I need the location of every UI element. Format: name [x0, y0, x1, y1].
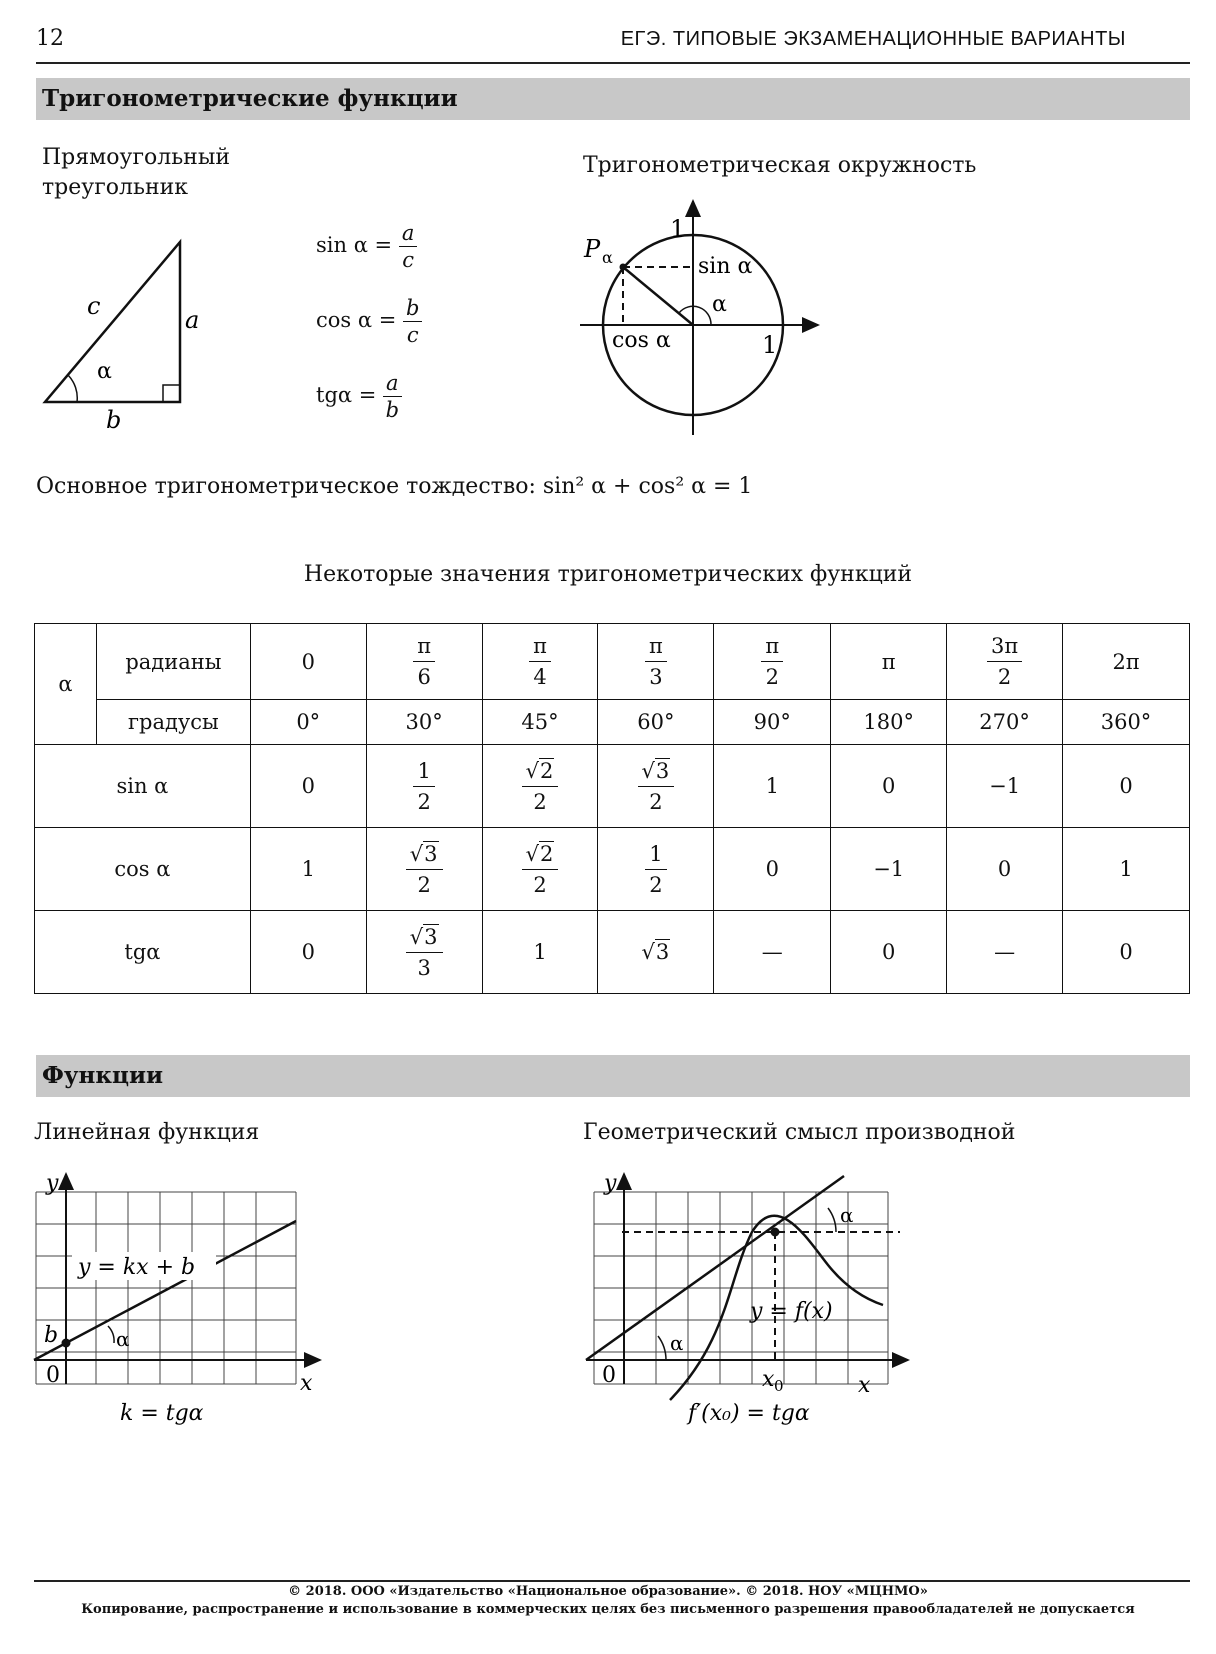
table-degree-cell: 180°: [831, 700, 947, 745]
formula-cos: [316, 295, 422, 348]
sqrt-expression: √2: [525, 758, 554, 783]
linear-angle-alpha: α: [116, 1327, 130, 1351]
table-degree-cell: 60°: [598, 700, 714, 745]
triangle-side-c: c: [87, 292, 101, 320]
table-value-cell: [482, 828, 598, 911]
trig-identity: [36, 474, 752, 499]
book-title: ЕГЭ. ТИПОВЫЕ ЭКЗАМЕНАЦИОННЫЕ ВАРИАНТЫ: [620, 28, 1126, 50]
circle-label-one-right: 1: [762, 331, 778, 359]
triangle-label-1: Прямоугольный: [42, 145, 231, 170]
trig-values-table: [34, 623, 1190, 994]
table-value-cell: —: [714, 911, 831, 994]
table-radian-cell: [947, 624, 1063, 700]
circle-label-sin: sin α: [698, 254, 753, 279]
section-band-trig: Тригонометрические функции: [36, 78, 1190, 120]
table-degree-cell: 270°: [947, 700, 1063, 745]
fraction: $\frac{√3}{2}$: [406, 839, 443, 900]
table-value-cell: 0: [250, 745, 366, 828]
sqrt-expression: √3: [641, 940, 670, 964]
sqrt-expression: √3: [409, 841, 438, 866]
linear-origin: 0: [46, 1363, 60, 1388]
fraction: $\frac{\pi}{6}$: [413, 631, 435, 692]
table-value-cell: [598, 828, 714, 911]
table-row-label-tg: tgα: [35, 911, 251, 994]
circle-point-p: P: [584, 235, 601, 263]
fraction: $\frac{1}{2}$: [413, 756, 434, 817]
linear-intercept-b: b: [44, 1323, 59, 1348]
footer-divider: [34, 1580, 1190, 1582]
table-degree-cell: 90°: [714, 700, 831, 745]
formula-sin-lhs: sin α =: [316, 233, 393, 257]
table-row-radians: [35, 624, 1190, 700]
trig-identity-formula: sin² α + cos² α = 1: [542, 474, 753, 499]
table-value-cell: [598, 911, 714, 994]
trig-identity-prefix: Основное тригонометрическое тождество:: [36, 474, 536, 499]
fraction: $\frac{3\pi}{2}$: [987, 631, 1022, 692]
table-row-sin: [35, 745, 1190, 828]
table-value-cell: 1: [714, 745, 831, 828]
table-degree-cell: 0°: [250, 700, 366, 745]
sqrt-expression: √3: [641, 758, 670, 783]
section-band-functions: Функции: [36, 1055, 1190, 1097]
table-value-cell: [482, 745, 598, 828]
table-value-cell: [366, 745, 482, 828]
table-value-cell: −1: [831, 828, 947, 911]
linear-axis-x: x: [300, 1371, 313, 1396]
table-value-cell: 0: [714, 828, 831, 911]
derivative-angle-alpha-high: α: [840, 1203, 854, 1227]
circle-label-alpha: α: [712, 292, 727, 317]
table-value-cell: 1: [1063, 828, 1190, 911]
formula-tg-lhs: tgα =: [316, 383, 377, 407]
page-number: 12: [36, 26, 64, 51]
table-radian-cell: [482, 624, 598, 700]
formula-sin-den: c: [402, 248, 414, 272]
table-radian-cell: [366, 624, 482, 700]
formula-cos-lhs: cos α =: [316, 308, 397, 332]
table-value-cell: 0: [250, 911, 366, 994]
derivative-caption: f′(x₀) = tgα: [688, 1401, 810, 1425]
right-triangle-diagram: [30, 230, 220, 440]
table-value-cell: [366, 911, 482, 994]
sqrt-expression: √3: [409, 924, 438, 949]
table-degree-cell: 45°: [482, 700, 598, 745]
formula-tg-den: b: [385, 398, 400, 422]
formula-cos-num: b: [403, 295, 422, 322]
table-value-cell: 0: [1063, 745, 1190, 828]
table-radian-cell: 2π: [1063, 624, 1190, 700]
fraction: $\frac{\pi}{4}$: [529, 631, 551, 692]
table-alpha-header: α: [35, 624, 97, 745]
table-row-degrees: [35, 700, 1190, 745]
fraction: $\frac{√2}{2}$: [522, 839, 559, 900]
table-row-tg: [35, 911, 1190, 994]
formula-cos-den: c: [406, 323, 419, 347]
derivative-title: Геометрический смысл производной: [583, 1120, 1016, 1145]
header-divider: [36, 62, 1190, 64]
table-value-cell: 0: [1063, 911, 1190, 994]
formula-sin-num: a: [399, 220, 418, 247]
circle-label: Тригонометрическая окружность: [583, 153, 977, 178]
table-caption: Некоторые значения тригонометрических функций: [303, 562, 913, 587]
sqrt-expression: √2: [525, 841, 554, 866]
linear-caption: k = tgα: [120, 1401, 204, 1425]
derivative-origin: 0: [602, 1363, 616, 1388]
footer-copyright: © 2018. ООО «Издательство «Национальное образование». © 2018. НОУ «МЦНМО»: [288, 1584, 928, 1599]
derivative-graph: [578, 1160, 918, 1425]
derivative-axis-x: x: [858, 1373, 871, 1398]
fraction: $\frac{\pi}{2}$: [761, 631, 783, 692]
table-row-cos: [35, 828, 1190, 911]
linear-function-graph: [30, 1160, 330, 1425]
table-radian-cell: π: [831, 624, 947, 700]
table-radians-label: радианы: [96, 624, 250, 700]
circle-point-p-subscript: α: [602, 248, 613, 267]
triangle-label-2: треугольник: [42, 175, 189, 200]
circle-label-cos: cos α: [612, 328, 671, 353]
table-value-cell: —: [947, 911, 1063, 994]
table-degree-cell: 30°: [366, 700, 482, 745]
table-value-cell: 0: [947, 828, 1063, 911]
derivative-function-label: y = f(x): [750, 1299, 833, 1324]
table-degree-cell: 360°: [1063, 700, 1190, 745]
triangle-side-b: b: [106, 406, 122, 434]
fraction: $\frac{\pi}{3}$: [645, 631, 667, 692]
table-row-label-sin: sin α: [35, 745, 251, 828]
fraction: $\frac{1}{2}$: [645, 839, 666, 900]
table-value-cell: 0: [831, 911, 947, 994]
footer-notice: Копирование, распространение и использование в коммерческих целях без письменного разрешения правообладателей не допускается: [81, 1602, 1135, 1617]
derivative-x0: x: [762, 1367, 775, 1392]
table-row-label-cos: cos α: [35, 828, 251, 911]
table-radian-cell: 0: [250, 624, 366, 700]
table-value-cell: 1: [482, 911, 598, 994]
formula-tg: [316, 370, 402, 423]
linear-axis-y: y: [46, 1171, 59, 1196]
formula-sin: [316, 220, 417, 273]
table-value-cell: [366, 828, 482, 911]
unit-circle-diagram: [570, 195, 840, 440]
fraction: $\frac{√3}{2}$: [638, 756, 675, 817]
table-degrees-label: градусы: [96, 700, 250, 745]
table-value-cell: 1: [250, 828, 366, 911]
linear-equation: y = kx + b: [78, 1255, 196, 1280]
table-radian-cell: [714, 624, 831, 700]
table-value-cell: [598, 745, 714, 828]
triangle-side-a: a: [185, 306, 200, 334]
fraction: $\frac{√3}{3}$: [406, 922, 443, 983]
derivative-axis-y: y: [604, 1171, 617, 1196]
table-value-cell: −1: [947, 745, 1063, 828]
derivative-angle-alpha-low: α: [670, 1331, 684, 1355]
triangle-angle-alpha: α: [97, 359, 112, 384]
table-radian-cell: [598, 624, 714, 700]
circle-label-one-top: 1: [670, 215, 686, 243]
formula-tg-num: a: [383, 370, 402, 397]
derivative-x0-subscript: 0: [774, 1377, 784, 1395]
fraction: $\frac{√2}{2}$: [522, 756, 559, 817]
linear-function-title: Линейная функция: [34, 1120, 260, 1145]
table-value-cell: 0: [831, 745, 947, 828]
